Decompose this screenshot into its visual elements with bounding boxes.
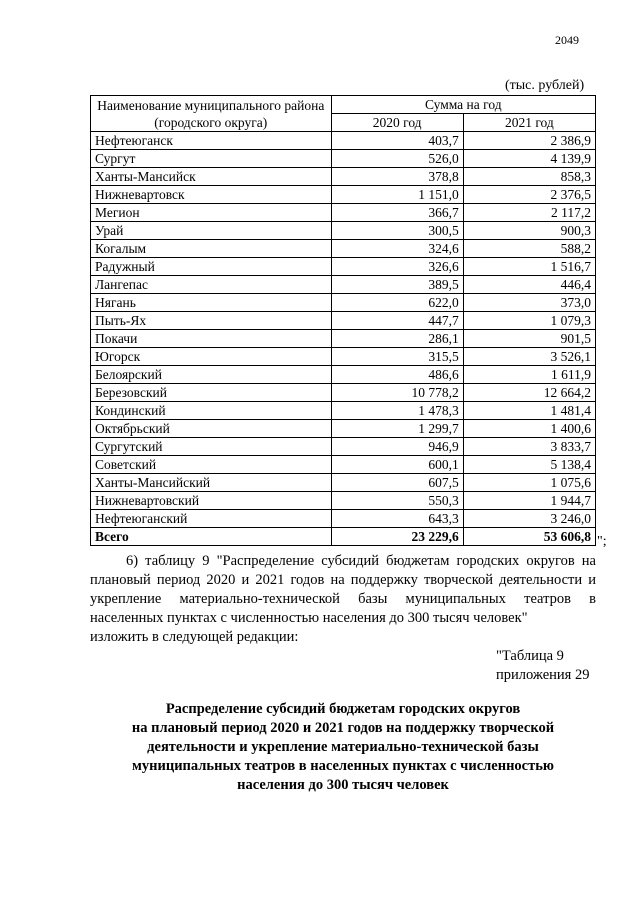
table-row <box>91 222 596 240</box>
row-name-cell: Ханты-Мансийск <box>91 168 332 186</box>
row-2021-cell: 1 516,7 <box>463 258 595 276</box>
row-2020-cell: 286,1 <box>331 330 463 348</box>
section-title-line: населения до 300 тысяч человек <box>237 777 449 793</box>
row-name-cell: Нижневартовский <box>91 492 332 510</box>
row-2021-cell: 588,2 <box>463 240 595 258</box>
row-2020-cell: 550,3 <box>331 492 463 510</box>
row-2020-cell: 315,5 <box>331 348 463 366</box>
row-2020-cell: 326,6 <box>331 258 463 276</box>
row-2020-cell: 378,8 <box>331 168 463 186</box>
total-2021: 53 606,8 <box>463 528 595 546</box>
row-name-cell: Березовский <box>91 384 332 402</box>
row-name-cell: Югорск <box>91 348 332 366</box>
table-row <box>91 186 596 204</box>
table-header-row <box>91 96 596 114</box>
table-row <box>91 168 596 186</box>
row-name-cell: Нефтеюганск <box>91 132 332 150</box>
table-row <box>91 456 596 474</box>
row-2021-cell: 901,5 <box>463 330 595 348</box>
table-row <box>91 330 596 348</box>
table-reference <box>496 647 589 685</box>
row-2020-cell: 607,5 <box>331 474 463 492</box>
table-row <box>91 240 596 258</box>
section-title <box>90 700 596 795</box>
row-name-cell: Радужный <box>91 258 332 276</box>
table-row <box>91 294 596 312</box>
unit-note: (тыс. рублей) <box>505 78 585 93</box>
row-name-cell: Урай <box>91 222 332 240</box>
header-name-column: Наименование муниципального района (городского округа) <box>91 96 332 132</box>
header-year-2021: 2021 год <box>463 114 595 132</box>
page-number: 2049 <box>555 33 579 47</box>
table-row <box>91 492 596 510</box>
header-sum-column: Сумма на год <box>331 96 595 114</box>
row-2020-cell: 1 299,7 <box>331 420 463 438</box>
row-2020-cell: 366,7 <box>331 204 463 222</box>
row-2021-cell: 2 386,9 <box>463 132 595 150</box>
table-row <box>91 438 596 456</box>
row-2021-cell: 1 075,6 <box>463 474 595 492</box>
row-name-cell: Советский <box>91 456 332 474</box>
row-2020-cell: 643,3 <box>331 510 463 528</box>
table-row <box>91 474 596 492</box>
row-name-cell: Пыть-Ях <box>91 312 332 330</box>
row-name-cell: Лангепас <box>91 276 332 294</box>
row-2021-cell: 4 139,9 <box>463 150 595 168</box>
row-name-cell: Сургут <box>91 150 332 168</box>
table-reference-appendix: приложения 29 <box>496 667 590 683</box>
row-2020-cell: 403,7 <box>331 132 463 150</box>
table-row <box>91 366 596 384</box>
row-name-cell: Белоярский <box>91 366 332 384</box>
row-name-cell: Нягань <box>91 294 332 312</box>
table-body <box>91 132 596 528</box>
total-2020: 23 229,6 <box>331 528 463 546</box>
row-2020-cell: 486,6 <box>331 366 463 384</box>
table-row <box>91 276 596 294</box>
table-end-quote: "; <box>597 534 607 549</box>
row-2021-cell: 3 526,1 <box>463 348 595 366</box>
row-name-cell: Нижневартовск <box>91 186 332 204</box>
row-2020-cell: 600,1 <box>331 456 463 474</box>
section-title-line: на плановый период 2020 и 2021 годов на поддержку творческой <box>131 720 555 736</box>
row-2020-cell: 389,5 <box>331 276 463 294</box>
row-2021-cell: 1 481,4 <box>463 402 595 420</box>
section-title-line: деятельности и укрепление материально-технической базы <box>147 739 539 755</box>
amendment-text: 6) таблицу 9 "Распределение субсидий бюджетам городских округов на плановый период 2020 и 2021 годов на поддержку творческой деятельности и укрепление материально-технической базы муниципальных театров в населенных пунктах с численностью населения до 300 тысяч человек" <box>90 553 596 626</box>
row-2021-cell: 446,4 <box>463 276 595 294</box>
table-reference-number: "Таблица 9 <box>496 648 564 664</box>
table-row <box>91 402 596 420</box>
row-name-cell: Нефтеюганский <box>91 510 332 528</box>
row-2021-cell: 12 664,2 <box>463 384 595 402</box>
row-name-cell: Мегион <box>91 204 332 222</box>
table-row <box>91 510 596 528</box>
amendment-paragraph <box>90 552 596 647</box>
row-name-cell: Когалым <box>91 240 332 258</box>
header-year-2020: 2020 год <box>331 114 463 132</box>
row-name-cell: Сургутский <box>91 438 332 456</box>
row-2021-cell: 1 611,9 <box>463 366 595 384</box>
table-row <box>91 384 596 402</box>
row-name-cell: Кондинский <box>91 402 332 420</box>
table-row <box>91 204 596 222</box>
row-2021-cell: 1 944,7 <box>463 492 595 510</box>
row-2020-cell: 10 778,2 <box>331 384 463 402</box>
row-2020-cell: 1 151,0 <box>331 186 463 204</box>
table-row <box>91 348 596 366</box>
table-row <box>91 150 596 168</box>
row-2021-cell: 858,3 <box>463 168 595 186</box>
total-label: Всего <box>91 528 332 546</box>
row-name-cell: Покачи <box>91 330 332 348</box>
row-2021-cell: 5 138,4 <box>463 456 595 474</box>
table-row <box>91 258 596 276</box>
row-name-cell: Ханты-Мансийский <box>91 474 332 492</box>
section-title-line: муниципальных театров в населенных пунктах с численностью <box>132 758 554 774</box>
row-2020-cell: 1 478,3 <box>331 402 463 420</box>
table-row <box>91 420 596 438</box>
row-2021-cell: 2 376,5 <box>463 186 595 204</box>
table-total-row <box>91 528 596 546</box>
row-2020-cell: 622,0 <box>331 294 463 312</box>
row-2020-cell: 447,7 <box>331 312 463 330</box>
row-2021-cell: 900,3 <box>463 222 595 240</box>
section-title-line: Распределение субсидий бюджетам городских округов <box>165 701 521 717</box>
subsidy-table <box>90 95 596 546</box>
amendment-text-end: изложить в следующей редакции: <box>90 629 299 645</box>
row-2021-cell: 3 833,7 <box>463 438 595 456</box>
table-row <box>91 312 596 330</box>
row-2021-cell: 2 117,2 <box>463 204 595 222</box>
row-2021-cell: 373,0 <box>463 294 595 312</box>
row-name-cell: Октябрьский <box>91 420 332 438</box>
row-2020-cell: 526,0 <box>331 150 463 168</box>
row-2021-cell: 1 079,3 <box>463 312 595 330</box>
row-2020-cell: 946,9 <box>331 438 463 456</box>
row-2020-cell: 324,6 <box>331 240 463 258</box>
row-2020-cell: 300,5 <box>331 222 463 240</box>
row-2021-cell: 1 400,6 <box>463 420 595 438</box>
table-row <box>91 132 596 150</box>
row-2021-cell: 3 246,0 <box>463 510 595 528</box>
